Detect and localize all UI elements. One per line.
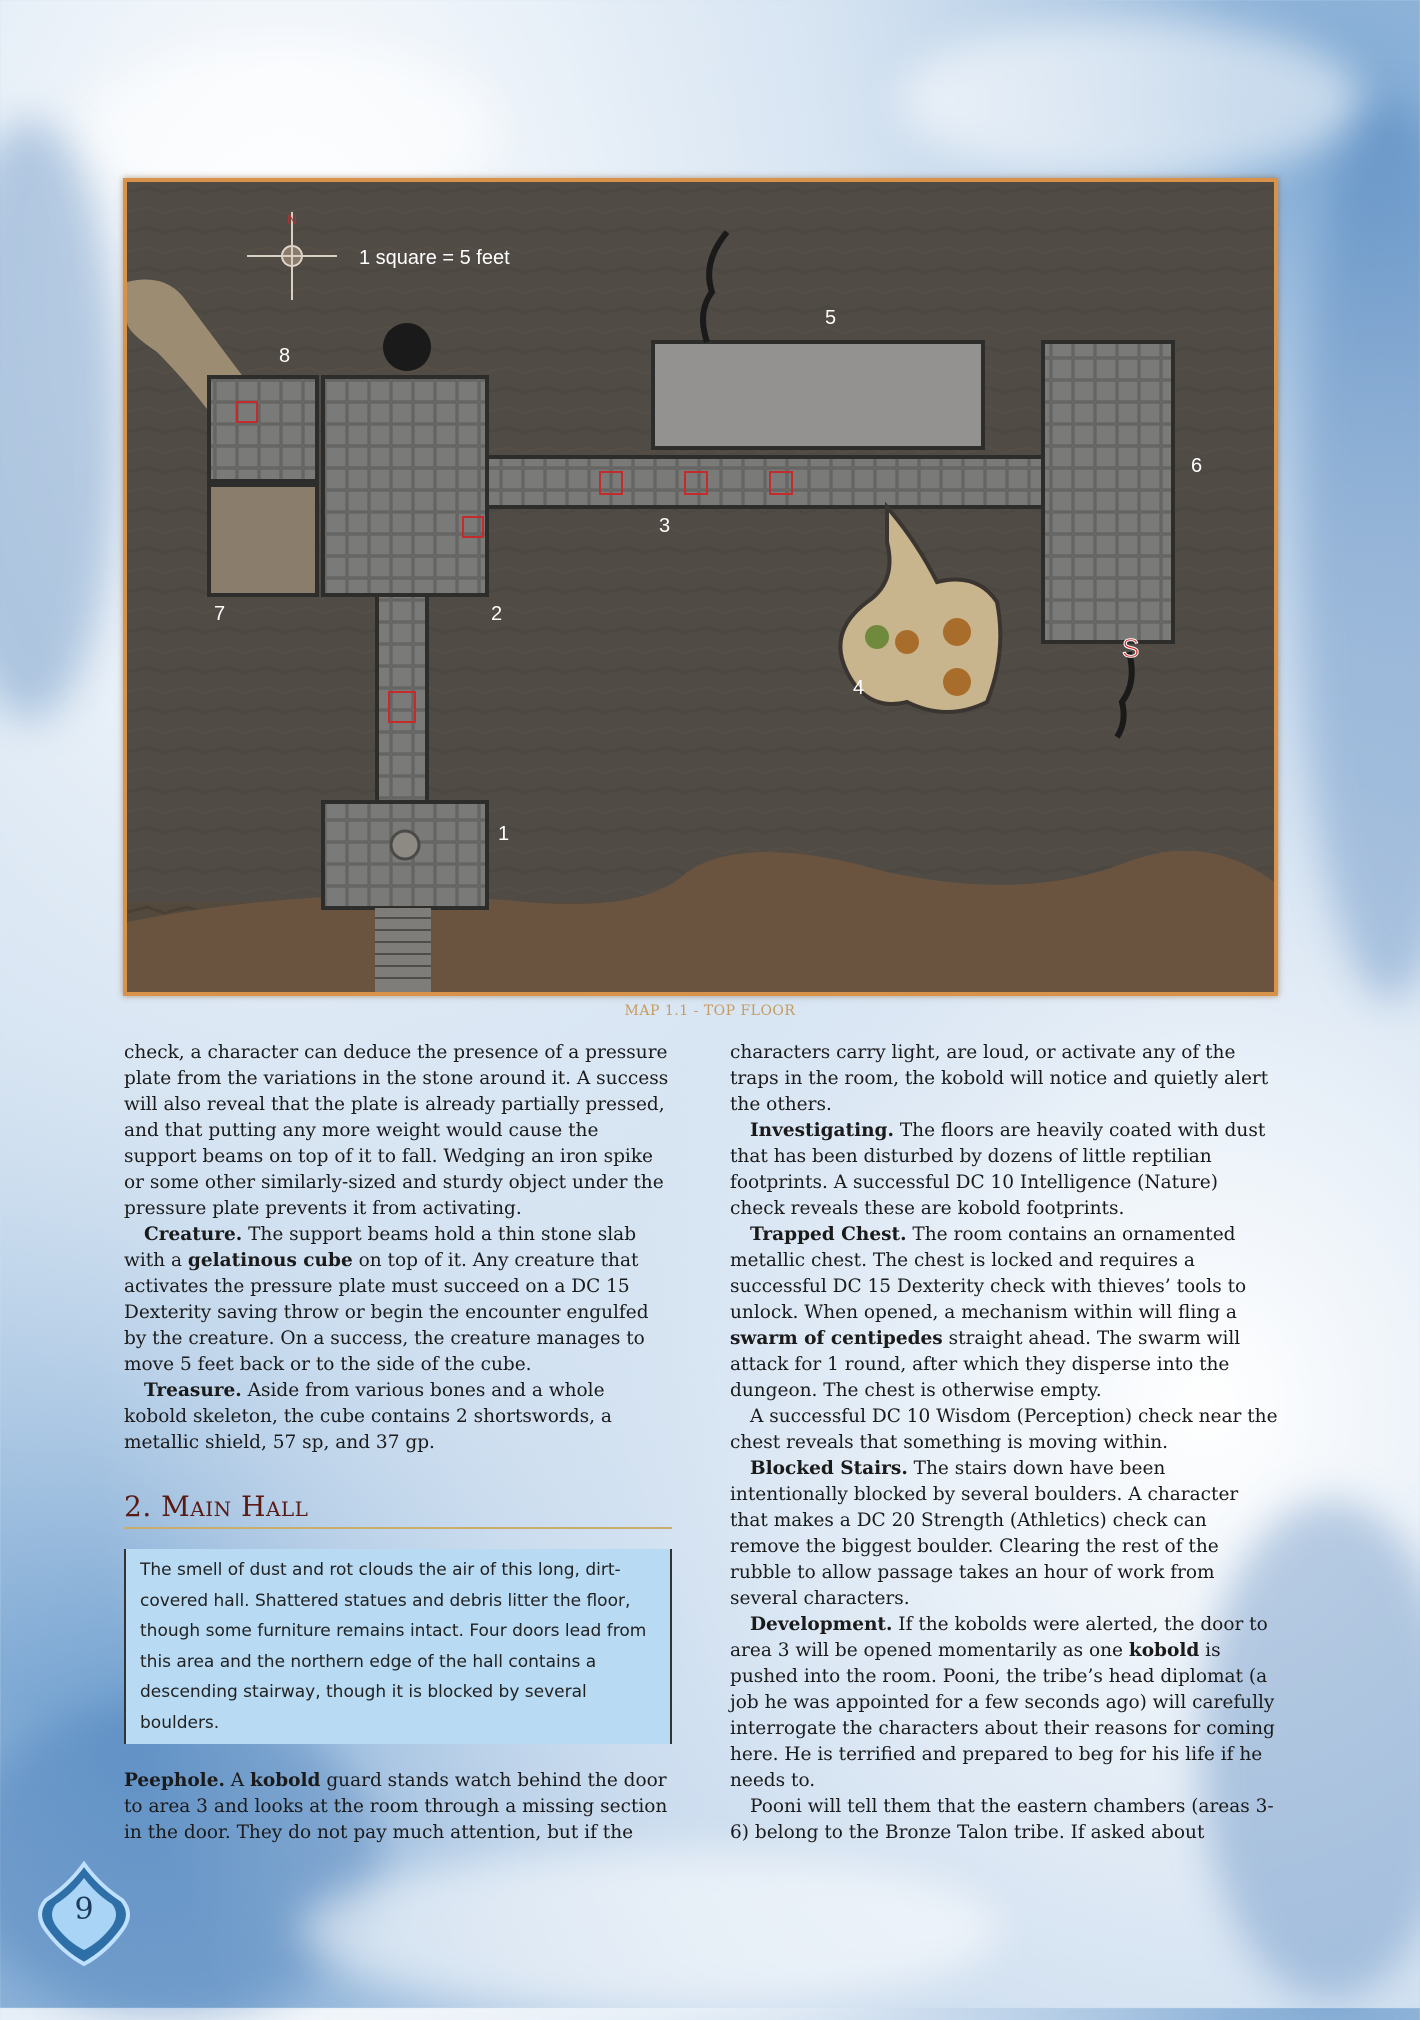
peephole-label: Peephole. bbox=[124, 1770, 225, 1791]
map-caption: MAP 1.1 - TOP FLOOR bbox=[624, 1003, 796, 1019]
paragraph-investigating bbox=[730, 1118, 1278, 1222]
text: Aside from various bones and a whole kobold skeleton, the cube contains 2 shortswords, a metallic shield, 57 sp, and 37 gp. bbox=[124, 1380, 612, 1453]
text: on top of it. Any creature that activates the pressure plate must succeed on a DC 15 Dexterity saving throw or begin the encounter engulfed by the creature. On a success, the creature manages to move 5 feet back or to the side of the cube. bbox=[124, 1250, 649, 1375]
room-number-8: 8 bbox=[279, 345, 291, 367]
text: If the kobolds were alerted, the door to area 3 will be opened momentarily as one bbox=[730, 1614, 1268, 1661]
room-number-5: 5 bbox=[825, 307, 837, 329]
left-column bbox=[124, 1040, 672, 1846]
trapped-chest-label: Trapped Chest. bbox=[750, 1224, 907, 1245]
map-scale-label: 1 square = 5 feet bbox=[359, 247, 510, 269]
text: The floors are heavily coated with dust that has been disturbed by dozens of little reptilian footprints. A successful DC 10 Intelligence (Nature) check reveals these are kobold footprints. bbox=[730, 1120, 1266, 1219]
cloud bbox=[0, 120, 120, 720]
room-number-4: 4 bbox=[853, 677, 865, 699]
text: The support beams hold a thin stone slab with a bbox=[124, 1224, 637, 1271]
room-number-7: 7 bbox=[214, 603, 226, 625]
map-illustration bbox=[127, 182, 1274, 992]
room-number-6: 6 bbox=[1191, 455, 1203, 477]
paragraph-treasure bbox=[124, 1378, 672, 1456]
room-number-1: 1 bbox=[498, 823, 510, 845]
text: is pushed into the room. Pooni, the tribe’s head diplomat (a job he was appointed for a few seconds ago) will carefully interrogate the characters about their reasons for coming here. He is terrified and prepared to beg for his life if he needs to. bbox=[730, 1640, 1275, 1791]
room-number-3: 3 bbox=[659, 515, 671, 537]
paragraph-perception: A successful DC 10 Wisdom (Perception) check near the chest reveals that something is moving within. bbox=[730, 1406, 1278, 1453]
text: A bbox=[224, 1770, 251, 1791]
text: The room contains an ornamented metallic chest. The chest is locked and requires a successful DC 15 Dexterity check with thieves’ tools to unlock. When opened, a mechanism within will fling a bbox=[730, 1224, 1247, 1323]
cloud bbox=[900, 20, 1360, 180]
cloud bbox=[300, 1850, 1000, 2010]
secret-door-mark: S bbox=[1122, 633, 1140, 663]
paragraph-pooni: Pooni will tell them that the eastern chambers (areas 3-6) belong to the Bronze Talon tribe. If asked about bbox=[730, 1796, 1274, 1843]
paragraph-trapped-chest bbox=[730, 1222, 1278, 1404]
paragraph-development bbox=[730, 1612, 1278, 1794]
monster-name: kobold bbox=[250, 1770, 321, 1791]
text: The stairs down have been intentionally blocked by several boulders. A character that makes a DC 20 Strength (Athletics) check can remove the biggest boulder. Clearing the rest of the rubble to allow passage takes an hour of work from several characters. bbox=[730, 1458, 1239, 1609]
read-aloud-box: The smell of dust and rot clouds the air of this long, dirt-covered hall. Shattered statues and debris litter the floor, though some furniture remains intact. Four doors lead from this area and the northern edge of the hall contains a descending stairway, though it is blocked by several boulders. bbox=[124, 1549, 672, 1744]
paragraph-creature bbox=[124, 1222, 672, 1378]
text: guard stands watch behind the door to area 3 and looks at the room through a missing section in the door. They do not pay much attention, but if the bbox=[124, 1770, 668, 1843]
paragraph-blocked-stairs bbox=[730, 1456, 1278, 1612]
dungeon-map bbox=[123, 178, 1278, 996]
cloud bbox=[1300, 100, 1420, 1000]
monster-name: gelatinous cube bbox=[187, 1250, 353, 1271]
paragraph: check, a character can deduce the presence of a pressure plate from the variations in the stone around it. A success will also reveal that the plate is already partially pressed, and that putting any more weight would cause the support beams on top of it to fall. Wedging an iron spike or some other similarly-sized and sturdy object under the pressure plate prevents it from activating. bbox=[124, 1042, 669, 1219]
monster-name: swarm of centipedes bbox=[730, 1328, 943, 1349]
right-column bbox=[730, 1040, 1278, 1846]
paragraph-peephole bbox=[124, 1768, 672, 1846]
investigating-label: Investigating. bbox=[750, 1120, 894, 1141]
paragraph: characters carry light, are loud, or activate any of the traps in the room, the kobold will notice and quietly alert the others. bbox=[730, 1042, 1269, 1115]
section-heading: 2. Main Hall bbox=[124, 1490, 672, 1529]
text: straight ahead. The swarm will attack for 1 round, after which they disperse into the dungeon. The chest is otherwise empty. bbox=[730, 1328, 1241, 1401]
creature-label: Creature. bbox=[144, 1224, 243, 1245]
room-number-2: 2 bbox=[491, 603, 503, 625]
monster-name: kobold bbox=[1128, 1640, 1200, 1661]
treasure-label: Treasure. bbox=[144, 1380, 242, 1401]
development-label: Development. bbox=[750, 1614, 893, 1635]
blocked-stairs-label: Blocked Stairs. bbox=[750, 1458, 908, 1479]
compass-north: N bbox=[287, 211, 298, 227]
page-number: 9 bbox=[74, 1892, 94, 1927]
